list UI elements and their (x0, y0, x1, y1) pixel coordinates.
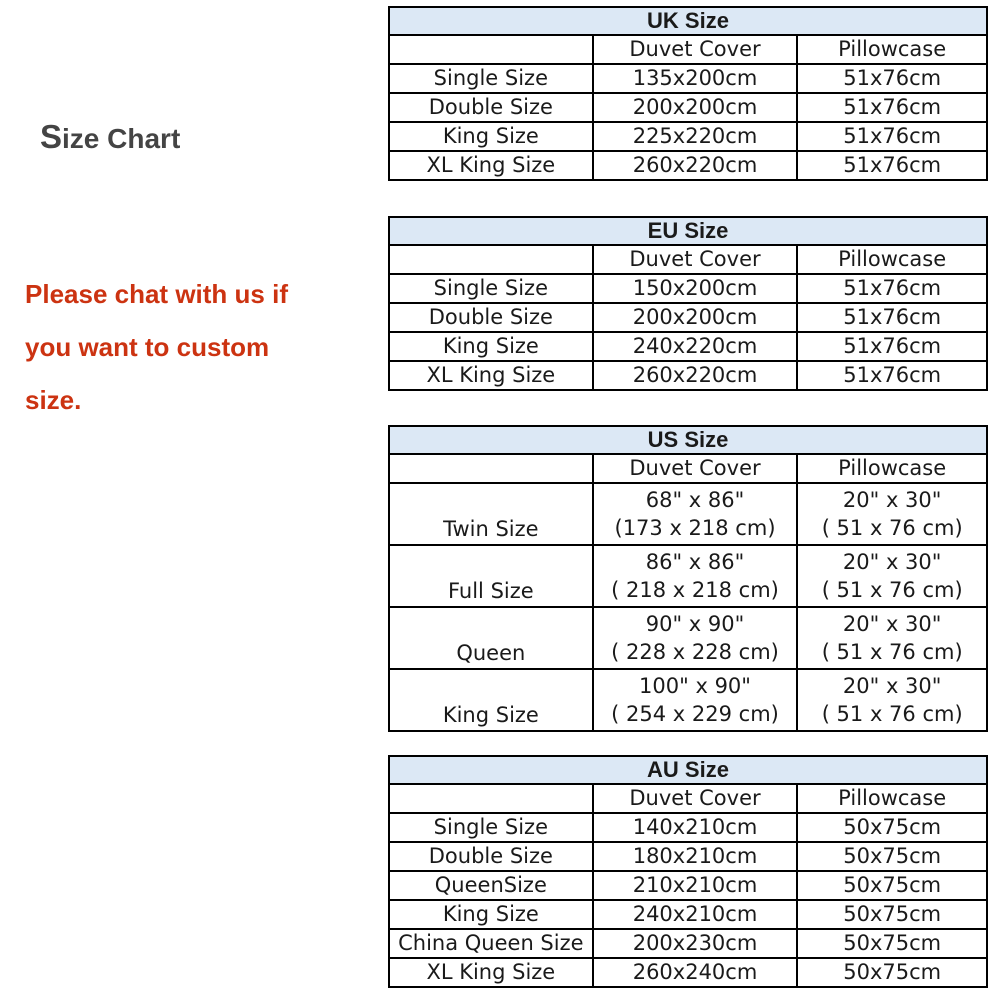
pillow-size: 50x75cm (797, 871, 987, 900)
pillow-size: 51x76cm (797, 303, 987, 332)
duvet-size: 260x220cm (593, 151, 798, 180)
size-label: Single Size (389, 64, 593, 93)
table-title: EU Size (389, 217, 987, 245)
duvet-size-cm: ( 218 x 218 cm) (611, 578, 779, 602)
pillow-size-cm: ( 51 x 76 cm) (821, 640, 963, 664)
pillow-size: 50x75cm (797, 929, 987, 958)
column-header (389, 784, 593, 813)
duvet-size: 140x210cm (593, 813, 798, 842)
table-row (389, 64, 987, 93)
size-label: King Size (389, 122, 593, 151)
pillow-size: 50x75cm (797, 900, 987, 929)
table-title: UK Size (389, 7, 987, 35)
duvet-size (593, 545, 798, 607)
table-row (389, 151, 987, 180)
table-row (389, 274, 987, 303)
table-row (389, 361, 987, 390)
size-label: Queen (389, 607, 593, 669)
note-line: you want to custom (25, 332, 270, 362)
duvet-size (593, 669, 798, 731)
column-header: Duvet Cover (593, 784, 798, 813)
column-header: Duvet Cover (593, 454, 798, 483)
duvet-size-inches: 90" x 90" (645, 612, 745, 636)
pillow-size (797, 607, 987, 669)
duvet-size: 260x220cm (593, 361, 798, 390)
duvet-size: 200x200cm (593, 93, 798, 122)
pillow-size-cm: ( 51 x 76 cm) (821, 516, 963, 540)
pillow-size: 51x76cm (797, 122, 987, 151)
duvet-size: 210x210cm (593, 871, 798, 900)
size-label: Full Size (389, 545, 593, 607)
pillow-size-inches: 20" x 30" (842, 612, 942, 636)
table-row (389, 122, 987, 151)
size-label: Double Size (389, 842, 593, 871)
table-row (389, 669, 987, 731)
pillow-size-inches: 20" x 30" (842, 488, 942, 512)
size-label: King Size (389, 332, 593, 361)
pillow-size-cm: ( 51 x 76 cm) (821, 702, 963, 726)
pillow-size: 51x76cm (797, 151, 987, 180)
size-label: XL King Size (389, 958, 593, 987)
size-label: China Queen Size (389, 929, 593, 958)
duvet-size: 240x210cm (593, 900, 798, 929)
pillow-size (797, 669, 987, 731)
duvet-size: 200x230cm (593, 929, 798, 958)
duvet-size-inches: 86" x 86" (645, 550, 745, 574)
size-label: QueenSize (389, 871, 593, 900)
size-label: Double Size (389, 303, 593, 332)
table-row (389, 303, 987, 332)
note-line: Please chat with us if (25, 279, 288, 309)
duvet-size-cm: ( 254 x 229 cm) (611, 702, 779, 726)
duvet-size-inches: 68" x 86" (645, 488, 745, 512)
table-row (389, 545, 987, 607)
duvet-size: 225x220cm (593, 122, 798, 151)
pillow-size: 50x75cm (797, 958, 987, 987)
duvet-size-inches: 100" x 90" (639, 674, 751, 698)
duvet-size: 150x200cm (593, 274, 798, 303)
page-title-rest: ize Chart (62, 123, 181, 154)
table-row (389, 332, 987, 361)
pillow-size: 50x75cm (797, 842, 987, 871)
pillow-size-cm: ( 51 x 76 cm) (821, 578, 963, 602)
au-size-table (388, 755, 988, 988)
duvet-size: 240x220cm (593, 332, 798, 361)
size-label: Twin Size (389, 483, 593, 545)
duvet-size (593, 483, 798, 545)
pillow-size: 51x76cm (797, 93, 987, 122)
column-header: Duvet Cover (593, 245, 798, 274)
size-label: Single Size (389, 813, 593, 842)
column-header: Pillowcase (797, 784, 987, 813)
note-line: size. (25, 385, 82, 415)
us-size-table (388, 425, 988, 732)
page-title (40, 118, 180, 156)
column-header (389, 35, 593, 64)
pillow-size-inches: 20" x 30" (842, 674, 942, 698)
size-label: King Size (389, 669, 593, 731)
pillow-size: 51x76cm (797, 332, 987, 361)
table-row (389, 929, 987, 958)
column-header (389, 245, 593, 274)
table-row (389, 871, 987, 900)
pillow-size: 51x76cm (797, 64, 987, 93)
table-row (389, 813, 987, 842)
pillow-size: 50x75cm (797, 813, 987, 842)
pillow-size: 51x76cm (797, 361, 987, 390)
size-label: Double Size (389, 93, 593, 122)
uk-size-table (388, 6, 988, 181)
table-title: US Size (389, 426, 987, 454)
column-header: Pillowcase (797, 245, 987, 274)
size-label: XL King Size (389, 361, 593, 390)
column-header: Duvet Cover (593, 35, 798, 64)
table-row (389, 958, 987, 987)
table-row (389, 483, 987, 545)
column-header: Pillowcase (797, 454, 987, 483)
column-header (389, 454, 593, 483)
eu-size-table (388, 216, 988, 391)
page-title-first-letter: S (40, 118, 63, 155)
column-header: Pillowcase (797, 35, 987, 64)
pillow-size (797, 545, 987, 607)
duvet-size: 200x200cm (593, 303, 798, 332)
custom-size-note (25, 268, 365, 427)
duvet-size: 135x200cm (593, 64, 798, 93)
duvet-size-cm: ( 228 x 228 cm) (611, 640, 779, 664)
pillow-size (797, 483, 987, 545)
duvet-size: 260x240cm (593, 958, 798, 987)
duvet-size (593, 607, 798, 669)
pillow-size-inches: 20" x 30" (842, 550, 942, 574)
table-row (389, 900, 987, 929)
table-title: AU Size (389, 756, 987, 784)
duvet-size: 180x210cm (593, 842, 798, 871)
pillow-size: 51x76cm (797, 274, 987, 303)
duvet-size-cm: (173 x 218 cm) (614, 516, 776, 540)
size-label: King Size (389, 900, 593, 929)
size-label: Single Size (389, 274, 593, 303)
size-label: XL King Size (389, 151, 593, 180)
table-row (389, 607, 987, 669)
table-row (389, 93, 987, 122)
table-row (389, 842, 987, 871)
